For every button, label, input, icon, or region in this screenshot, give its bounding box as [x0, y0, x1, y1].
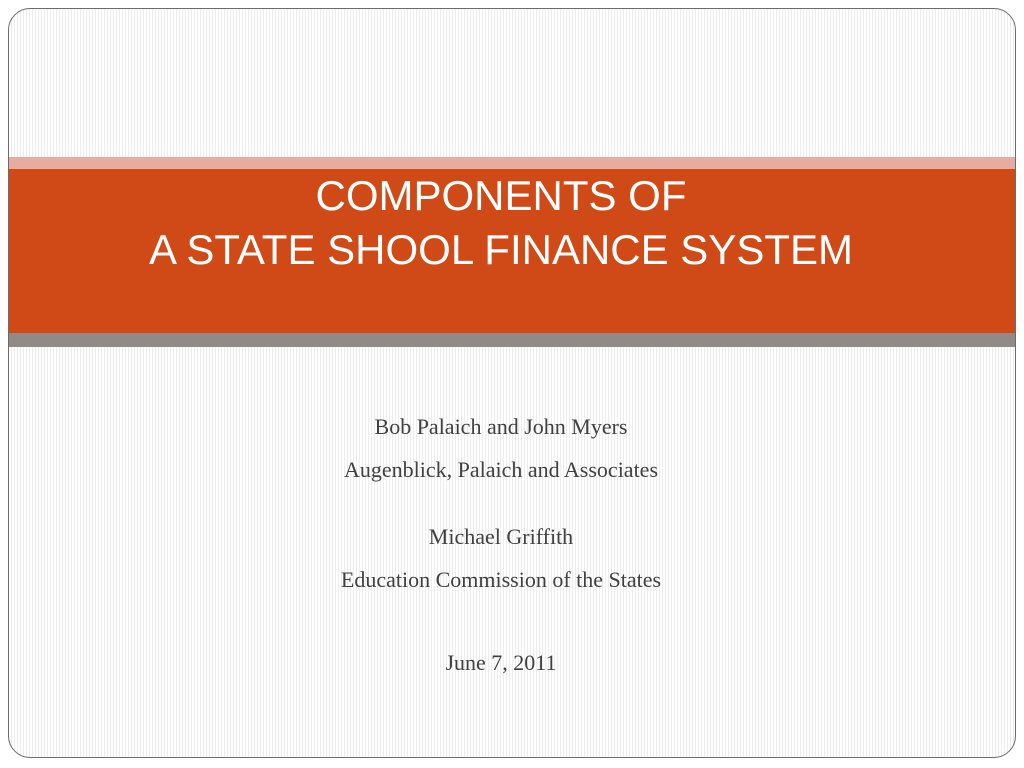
subtitle-authors: Bob Palaich and John Myers — [374, 414, 628, 439]
slide-title-line-1: COMPONENTS OF — [315, 172, 687, 219]
subtitle-organization-2: Education Commission of the States — [340, 567, 662, 592]
slide-title-line-2: A STATE SHOOL FINANCE SYSTEM — [148, 226, 853, 273]
title-band-accent-bottom — [9, 333, 1015, 347]
subtitle-spacer — [9, 491, 993, 515]
subtitle-organization-1: Augenblick, Palaich and Associates — [343, 457, 659, 482]
subtitle-presenter: Michael Griffith — [428, 524, 574, 549]
slide-subtitle — [9, 405, 993, 684]
subtitle-date: June 7, 2011 — [445, 650, 557, 675]
title-band-accent-top — [9, 157, 1015, 169]
slide-title — [9, 169, 993, 277]
slide — [8, 8, 1016, 758]
subtitle-spacer — [9, 601, 993, 641]
